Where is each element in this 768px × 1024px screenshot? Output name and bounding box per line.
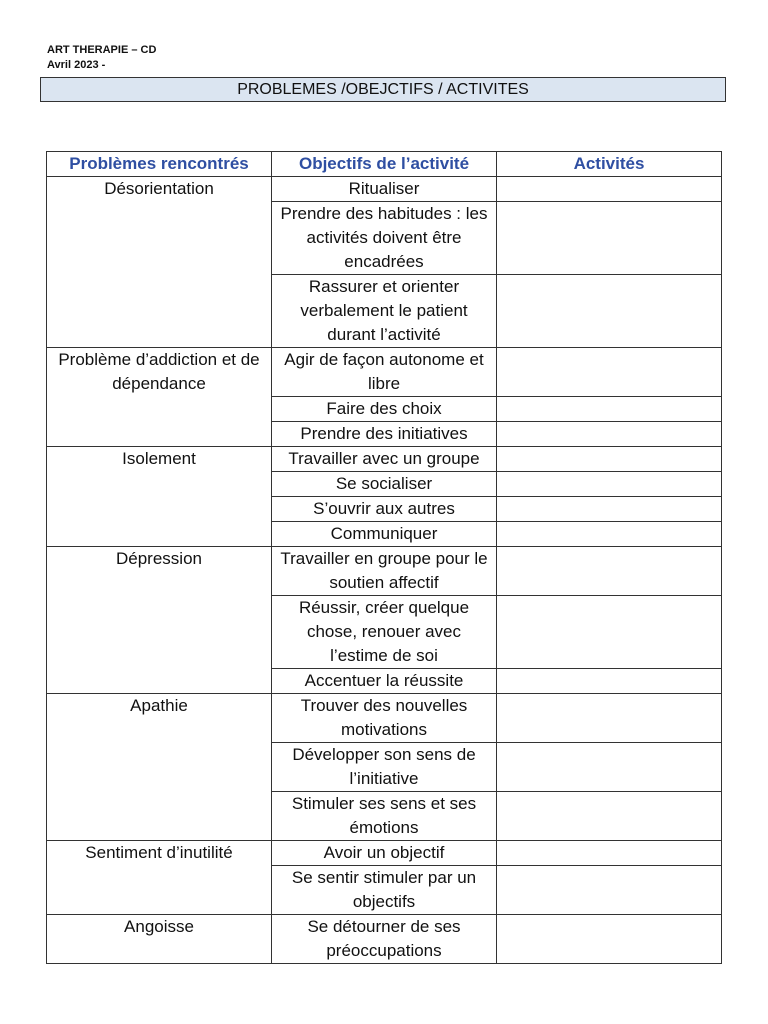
problem-cell: Désorientation	[47, 177, 272, 348]
objective-cell: Ritualiser	[272, 177, 497, 202]
table-row	[47, 547, 722, 596]
column-header-activities: Activités	[497, 152, 722, 177]
objective-cell: Trouver des nouvelles motivations	[272, 694, 497, 743]
objective-cell: Prendre des habitudes : les activités doivent être encadrées	[272, 202, 497, 275]
objective-cell: Stimuler ses sens et ses émotions	[272, 792, 497, 841]
objective-cell: Avoir un objectif	[272, 841, 497, 866]
activity-cell[interactable]	[497, 915, 722, 964]
objective-cell: Se sentir stimuler par un objectifs	[272, 866, 497, 915]
activity-cell[interactable]	[497, 275, 722, 348]
problem-cell: Dépression	[47, 547, 272, 694]
activity-cell[interactable]	[497, 792, 722, 841]
problem-cell: Isolement	[47, 447, 272, 547]
objective-cell: Accentuer la réussite	[272, 669, 497, 694]
objective-cell: Rassurer et orienter verbalement le patient durant l’activité	[272, 275, 497, 348]
problem-cell: Problème d’addiction et de dépendance	[47, 348, 272, 447]
objective-cell: S’ouvrir aux autres	[272, 497, 497, 522]
document-meta	[47, 43, 156, 73]
objective-cell: Communiquer	[272, 522, 497, 547]
objective-cell: Réussir, créer quelque chose, renouer avec l’estime de soi	[272, 596, 497, 669]
column-header-problems: Problèmes rencontrés	[47, 152, 272, 177]
meta-line-1: ART THERAPIE – CD	[47, 44, 157, 56]
table-row	[47, 177, 722, 202]
activity-cell[interactable]	[497, 866, 722, 915]
objective-cell: Travailler avec un groupe	[272, 447, 497, 472]
activity-cell[interactable]	[497, 447, 722, 472]
table-row	[47, 841, 722, 866]
objective-cell: Développer son sens de l’initiative	[272, 743, 497, 792]
objective-cell: Travailler en groupe pour le soutien affectif	[272, 547, 497, 596]
activity-cell[interactable]	[497, 694, 722, 743]
objective-cell: Se socialiser	[272, 472, 497, 497]
activity-cell[interactable]	[497, 547, 722, 596]
problem-cell: Apathie	[47, 694, 272, 841]
objective-cell: Faire des choix	[272, 397, 497, 422]
objective-cell: Agir de façon autonome et libre	[272, 348, 497, 397]
activity-cell[interactable]	[497, 669, 722, 694]
problems-table	[46, 151, 722, 964]
table-row	[47, 447, 722, 472]
activity-cell[interactable]	[497, 177, 722, 202]
meta-line-2: Avril 2023 -	[47, 59, 106, 71]
table-row	[47, 348, 722, 397]
page-title: PROBLEMES /OBEJCTIFS / ACTIVITES	[40, 77, 726, 102]
activity-cell[interactable]	[497, 743, 722, 792]
activity-cell[interactable]	[497, 596, 722, 669]
problem-cell: Sentiment d’inutilité	[47, 841, 272, 915]
activity-cell[interactable]	[497, 397, 722, 422]
activity-cell[interactable]	[497, 422, 722, 447]
table-row	[47, 694, 722, 743]
objective-cell: Prendre des initiatives	[272, 422, 497, 447]
objective-cell: Se détourner de ses préoccupations	[272, 915, 497, 964]
activity-cell[interactable]	[497, 497, 722, 522]
activity-cell[interactable]	[497, 348, 722, 397]
column-header-objectives: Objectifs de l’activité	[272, 152, 497, 177]
table-header-row	[47, 152, 722, 177]
activity-cell[interactable]	[497, 202, 722, 275]
problem-cell: Angoisse	[47, 915, 272, 964]
table-row	[47, 915, 722, 964]
activity-cell[interactable]	[497, 522, 722, 547]
activity-cell[interactable]	[497, 472, 722, 497]
activity-cell[interactable]	[497, 841, 722, 866]
